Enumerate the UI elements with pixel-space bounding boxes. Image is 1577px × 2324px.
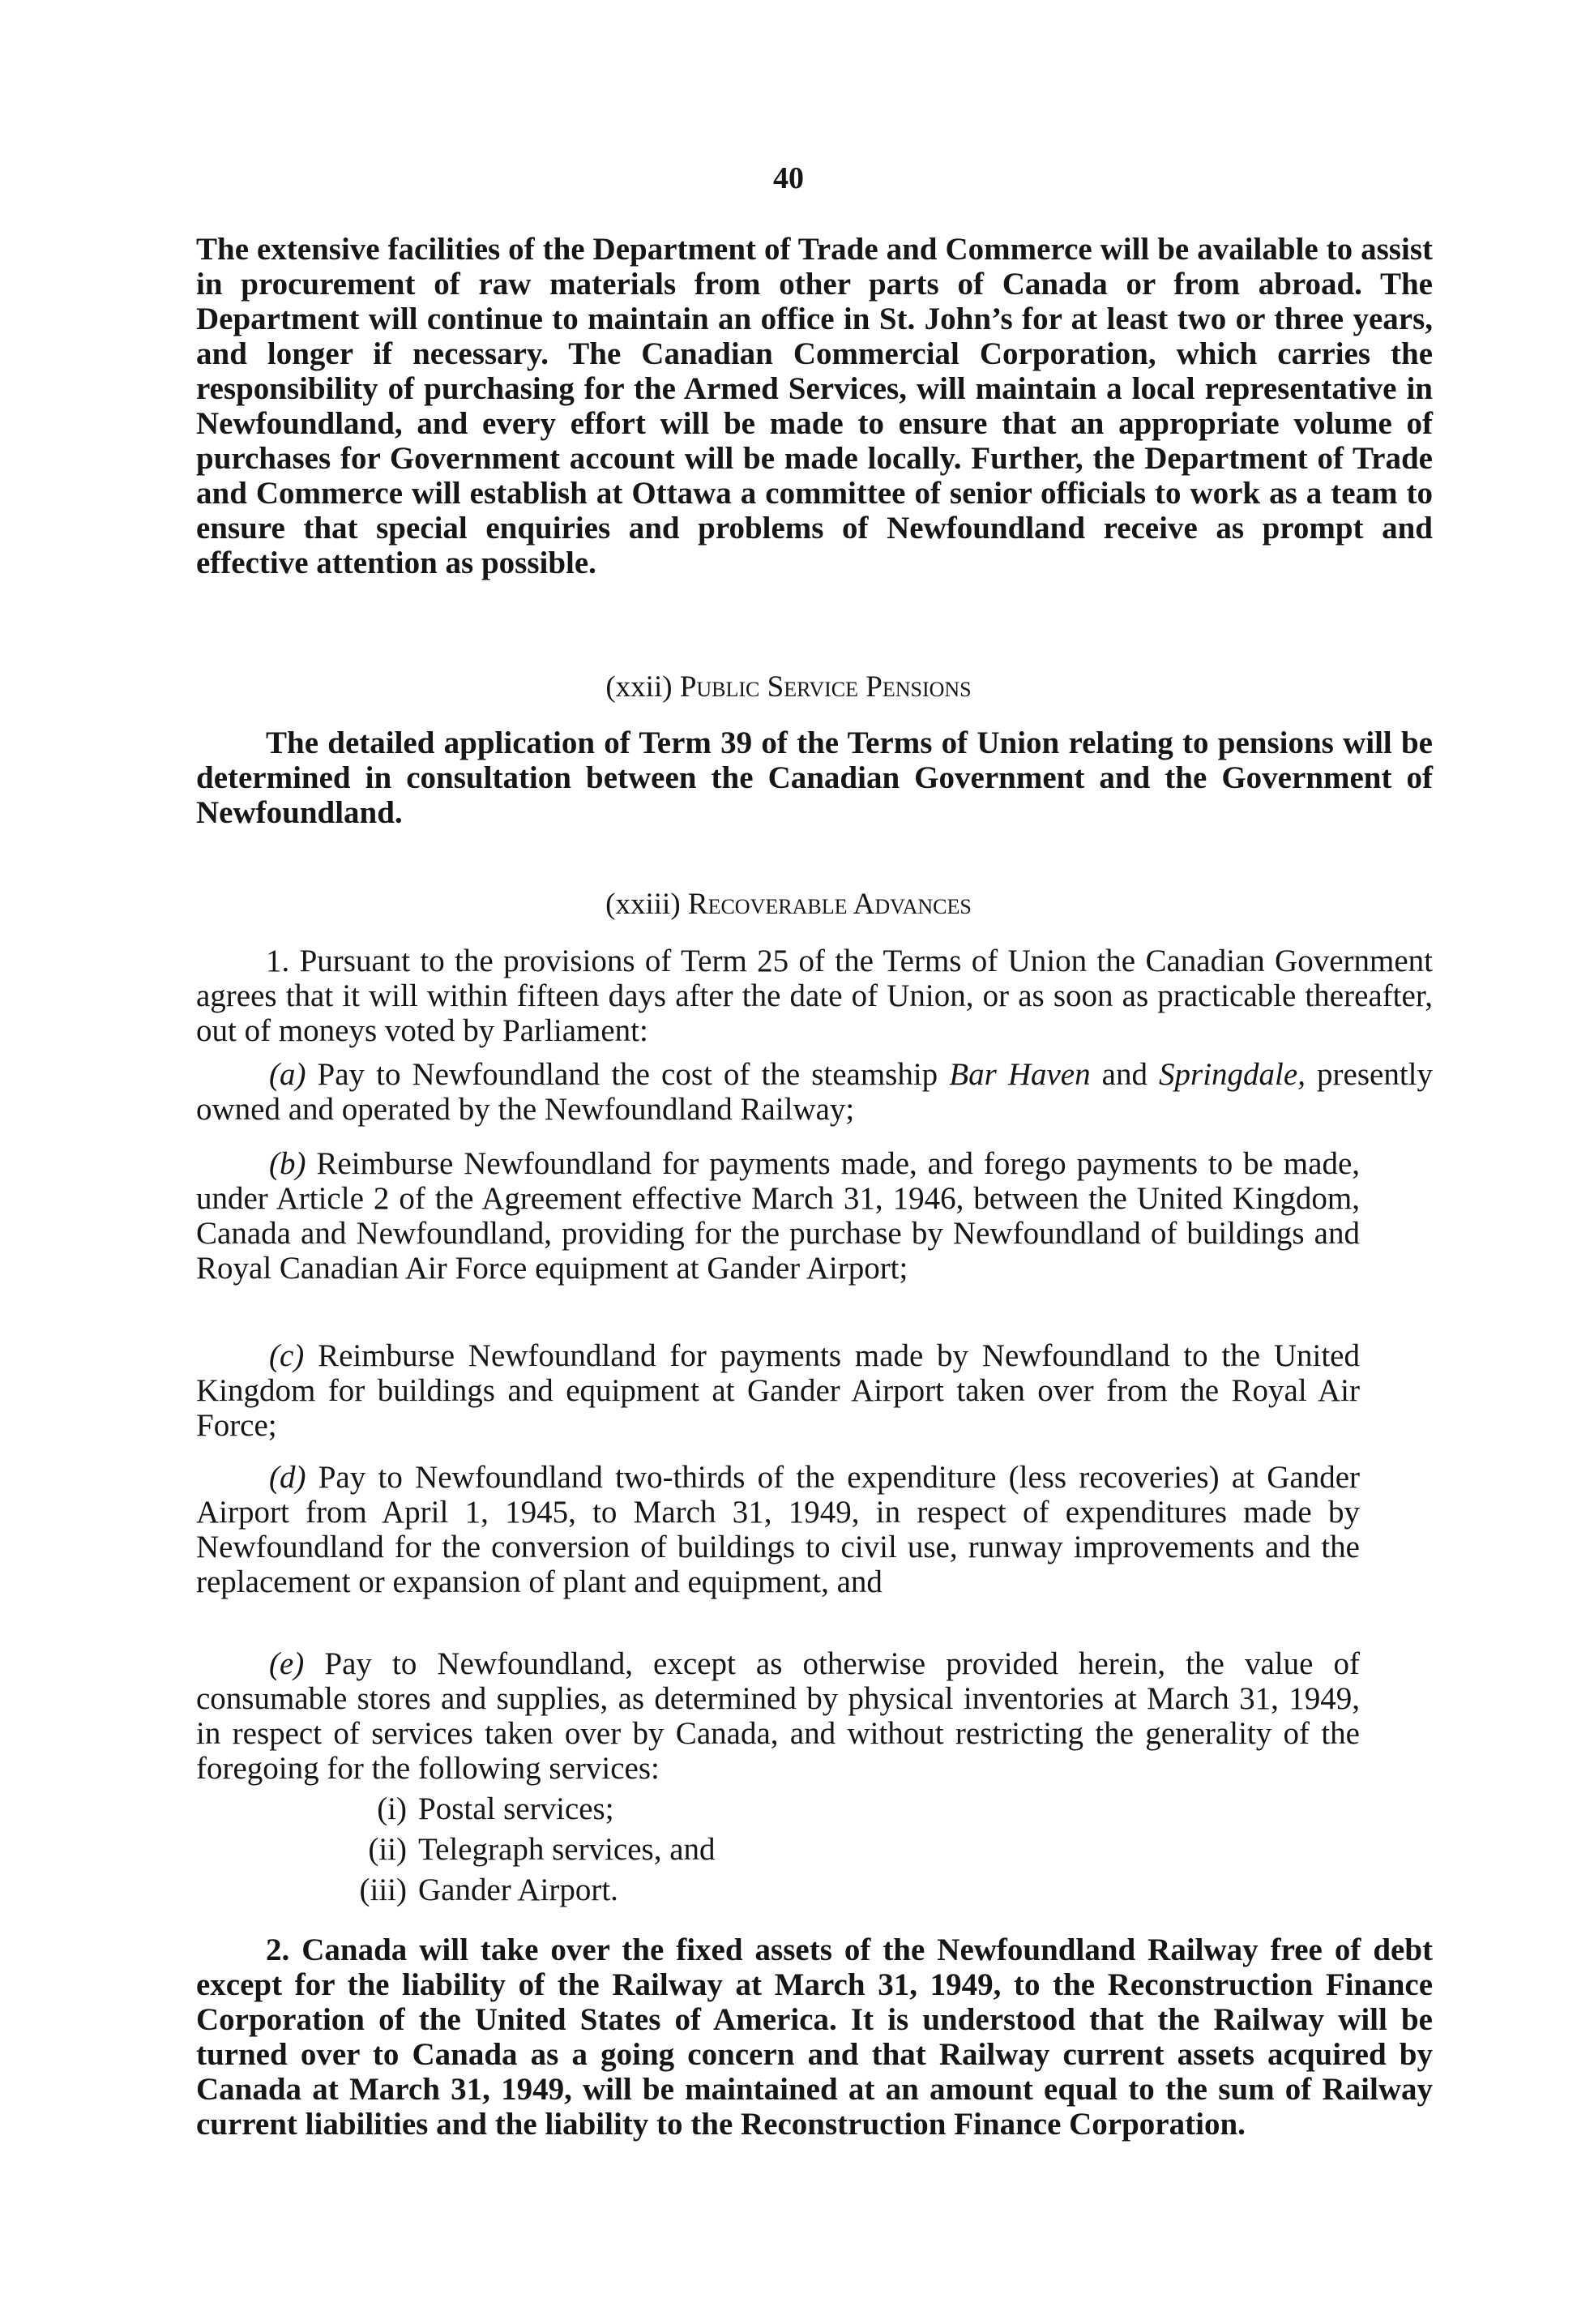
service-label: Postal services; [418,1791,614,1826]
item-a-text: Pay to Newfoundland the cost of the steamship [317,1057,938,1092]
item-b [196,1146,1360,1286]
item-label: (d) [269,1460,306,1495]
service-number: (i) [377,1791,407,1826]
service-item [332,1832,716,1867]
item-e [196,1646,1360,1786]
service-label: Gander Airport. [418,1872,618,1907]
ship-name: Springdale, [1159,1057,1306,1092]
ship-name: Bar Haven [949,1057,1091,1092]
section-number: (xxii) [605,670,673,704]
service-label: Telegraph services, and [418,1832,716,1867]
service-number: (iii) [359,1872,407,1907]
section-heading-advances [0,887,1577,922]
paragraph-advances-1: 1. Pursuant to the provisions of Term 25 of the Terms of Union the Canadian Government agrees that it will within fifteen days after the date of Union, or as soon as practicable thereafter, out of moneys voted by Parliament: [196,944,1433,1048]
paragraph-commerce: The extensive facilities of the Department of Trade and Commerce will be available to assist in procurement of raw materials from other parts of Canada or from abroad. The Department will continue to maintain an office in St. John’s for at least two or three years, and longer if necessary. The Canadian Commercial Corporation, which carries the responsibility of purchasing for the Armed Services, will maintain a local representative in Newfoundland, and every effort will be made to ensure that an appropriate volume of purchases for Government account will be made locally. Further, the Department of Trade and Commerce will establish at Ottawa a committee of senior officials to work as a team to ensure that special enquiries and problems of Newfoundland receive as prompt and effective attention as possible. [196,232,1433,580]
item-d [196,1460,1360,1599]
item-a-conjunction: and [1101,1057,1147,1092]
paragraph-advances-2: 2. Canada will take over the fixed assets of the Newfoundland Railway free of debt except for the liability of the Railway at March 31, 1949, to the Reconstruction Finance Corporation of the United States of America. It is understood that the Railway will be turned over to Canada as a going concern and that Railway current assets acquired by Canada at March 31, 1949, will be maintained at an amount equal to the sum of Railway current liabilities and the liability to the Reconstruction Finance Corporation. [196,1932,1433,2142]
section-heading-pensions [0,670,1577,705]
service-number: (ii) [368,1832,407,1867]
item-label: (b) [269,1146,306,1181]
item-a [196,1057,1433,1127]
item-d-text: Pay to Newfoundland two-thirds of the expenditure (less recoveries) at Gander Airport from April 1, 1945, to March 31, 1949, in respect of expenditures made by Newfoundland for the conversion of buildings to civil use, runway improvements and the replacement or expansion of plant and equipment, and [196,1460,1360,1599]
page-number: 40 [773,161,804,195]
item-b-text: Reimburse Newfoundland for payments made, and forego payments to be made, under Article 2 of the Agreement effective March 31, 1946, between the United Kingdom, Canada and Newfoundland, providing for the purchase by Newfoundland of buildings and Royal Canadian Air Force equipment at Gander Airport; [196,1146,1360,1286]
section-number: (xxiii) [605,888,681,921]
item-a-text-end: presently owned and operated by the Newfoundland Railway; [196,1057,1433,1127]
service-item [332,1791,614,1826]
service-item [332,1872,618,1907]
section-title: Recoverable Advances [687,888,972,921]
item-label: (a) [269,1057,306,1092]
item-label: (e) [269,1646,305,1681]
item-label: (c) [269,1338,305,1373]
item-c [196,1338,1360,1443]
item-e-text: Pay to Newfoundland, except as otherwise provided herein, the value of consumable stores and supplies, as determined by physical inventories at March 31, 1949, in respect of services taken over by Canada, and without restricting the generality of the foregoing for the following services: [196,1646,1361,1786]
item-c-text: Reimburse Newfoundland for payments made by Newfoundland to the United Kingdom for buildings and equipment at Gander Airport taken over from the Royal Air Force; [196,1338,1360,1443]
paragraph-pensions: The detailed application of Term 39 of the Terms of Union relating to pensions will be determined in consultation between the Canadian Government and the Government of Newfoundland. [196,725,1433,830]
section-title: Public Service Pensions [679,670,972,704]
